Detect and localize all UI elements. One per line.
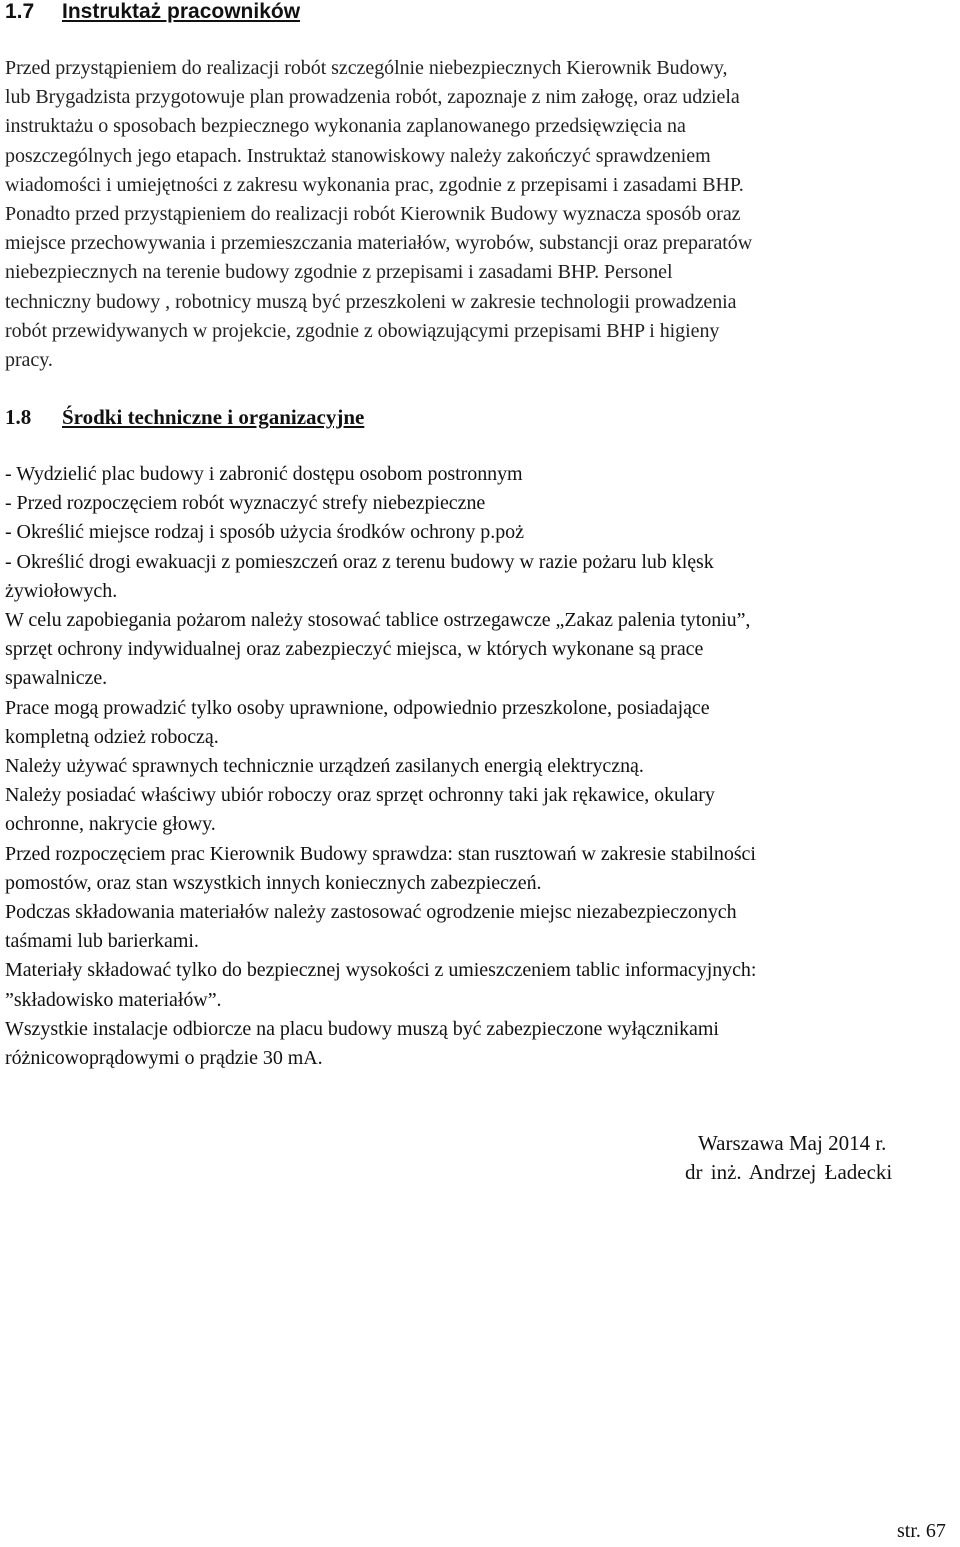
page-number: str. 67 xyxy=(897,1520,946,1542)
section-heading-1-8 xyxy=(5,405,364,429)
section-number: 1.7 xyxy=(5,0,35,23)
section-title: Instruktaż pracowników xyxy=(62,0,301,23)
measures-text: - Wydzielić plac budowy i zabronić dostępu osobom postronnym - Przed rozpoczęciem robót wyznaczyć strefy niebezpieczne - Określić miejsce rodzaj i sposób użycia środków ochrony p.poż - Określić drogi ewakuacji z pomieszczeń oraz z terenu budowy w razie pożaru lub klęsk żywiołowych. W celu zapobiegania pożarom należy stosować tablice ostrzegawcze „Zakaz palenia tytoniu”, sprzęt ochrony indywidualnej oraz zabezpieczyć miejsca, w których wykonane są prace spawalnicze. Prace mogą prowadzić tylko osoby uprawnione, odpowiednio przeszkolone, posiadające kompletną odzież roboczą. Należy używać sprawnych technicznie urządzeń zasilanych energią elektryczną. Należy posiadać właściwy ubiór roboczy oraz sprzęt ochronny taki jak rękawice, okulary ochronne, nakrycie głowy. Przed rozpoczęciem prac Kierownik Budowy sprawdza: stan rusztowań w zakresie stabilności pomostów, oraz stan wszystkich innych koniecznych zabezpieczeń. Podczas składowania materiałów należy zastosować ogrodzenie miejsc niezabezpieczonych taśmami lub barierkami. Materiały składować tylko do bezpiecznej wysokości z umieszczeniem tablic informacyjnych: ”składowisko materiałów”. Wszystkie instalacje odbiorcze na placu budowy muszą być zabezpieczone wyłącznikami różnicowoprądowymi o prądzie 30 mA. xyxy=(5,463,757,1070)
signature-city-date: Warszawa Maj 2014 r. xyxy=(698,1131,887,1155)
section-number: 1.8 xyxy=(5,405,32,429)
intro-paragraph: Przed przystąpieniem do realizacji robót szczególnie niebezpiecznych Kierownik Budowy, lub Brygadzista przygotowuje plan prowadzenia robót, zapoznaje z nim załogę, oraz udziela instruktażu o sposobach bezpiecznego wykonania zaplanowanego przedsięwzięcia na poszczególnych jego etapach. Instruktaż stanowiskowy należy zakończyć sprawdzeniem wiadomości i umiejętności z zakresu wykonania prac, zgodnie z przepisami i zasadami BHP. Ponadto przed przystąpieniem do realizacji robót Kierownik Budowy wyznacza sposób oraz miejsce przechowywania i przemieszczania materiałów, wyrobów, substancji oraz preparatów niebezpiecznych na terenie budowy zgodnie z przepisami i zasadami BHP. Personel techniczny budowy , robotnicy muszą być przeszkoleni w zakresie technologii prowadzenia robót przewidywanych w projekcie, zgodnie z obowiązującymi przepisami BHP i higieny pracy. xyxy=(5,57,753,372)
signature-name: dr inż. Andrzej Ładecki xyxy=(685,1160,893,1184)
section-heading-1-7 xyxy=(5,0,300,24)
section-title: Środki techniczne i organizacyjne xyxy=(62,405,365,429)
